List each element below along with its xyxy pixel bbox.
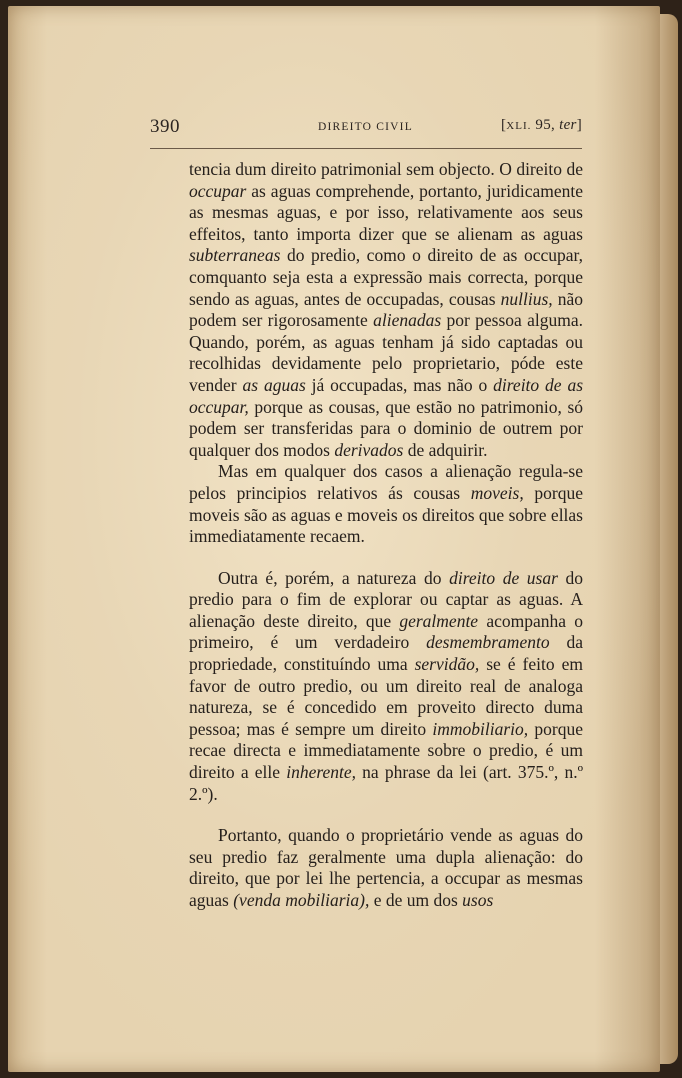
text-run: de adquirir.	[403, 439, 488, 460]
paragraph	[189, 825, 583, 911]
text-run: Mas em qualquer dos casos a alienação regula-se pelos principios relativos ás cousas	[189, 461, 583, 503]
italic-text-run: moveis,	[470, 482, 524, 503]
section-ref-roman: XLI.	[506, 120, 532, 132]
italic-text-run: nullius,	[500, 288, 553, 309]
text-run: as aguas comprehende, portanto, juridicamente as mesmas aguas, e por isso, relativamente aos seus effeitos, tanto importa dizer que se alienam as aguas	[189, 180, 583, 244]
section-ref-suffix: ter	[559, 117, 577, 133]
text-run: não podem ser rigorosamente	[189, 288, 583, 331]
text-run: por pessoa alguma. Quando, porém, as aguas tenham já sido captadas ou recolhidas devidamente pelo proprietario, póde este vender	[189, 310, 583, 395]
paragraph	[189, 568, 583, 806]
page-body-text	[189, 159, 583, 912]
italic-text-run: (venda mobiliaria),	[233, 890, 370, 910]
italic-text-run: direito de as occupar,	[189, 374, 584, 417]
text-run: se é feito em favor de outro predio, ou um direito real de analoga natureza, se é concedido em proveito directo duma pessoa; mas é sempre um direito	[189, 654, 583, 739]
italic-text-run: as aguas	[242, 374, 306, 395]
section-ref-number: 95,	[531, 117, 560, 133]
text-run: Portanto, quando o proprietário vende as aguas do seu predio faz geralmente uma dupla alienação: do direito, que por lei lhe pertencia, a occupar as mesmas aguas	[189, 825, 583, 910]
paragraph	[189, 461, 583, 547]
text-run: do predio para o fim de explorar ou captar as aguas. A alienação deste direito, que	[189, 567, 584, 631]
italic-text-run: subterraneas	[189, 245, 281, 266]
italic-text-run: geralmente	[399, 610, 479, 631]
text-run: tencia dum direito patrimonial sem objecto. O direito de	[189, 159, 583, 179]
italic-text-run: desmembramento	[426, 632, 550, 653]
text-run: na phrase da lei (art. 375.º, n.º 2.º).	[189, 762, 583, 804]
text-run: e de um dos	[369, 890, 463, 910]
italic-text-run: alienadas	[373, 310, 442, 331]
italic-text-run: occupar	[189, 180, 247, 201]
section-ref-open: [	[501, 117, 507, 133]
text-run: porque recae directa e immediatamente sobre o predio, é um direito a elle	[189, 718, 583, 783]
header-rule	[150, 148, 582, 149]
italic-text-run: servidão,	[414, 654, 480, 675]
italic-text-run: inherente,	[286, 762, 357, 783]
running-title: DIREITO CIVIL	[318, 121, 413, 133]
italic-text-run: immobiliario,	[432, 718, 529, 739]
text-run: Outra é, porém, a natureza do	[218, 567, 450, 588]
text-run: já occupadas, mas não o	[305, 374, 494, 395]
italic-text-run: usos	[462, 890, 494, 910]
text-run: do predio, como o direito de as occupar, comquanto seja esta a expressão mais correcta, porque sendo as aguas, antes de occupadas, cousas	[189, 245, 583, 309]
page-header	[150, 116, 582, 140]
paragraph	[189, 159, 583, 461]
italic-text-run: derivados	[334, 439, 404, 460]
text-run: porque as cousas, que estão no patrimonio, só podem ser transferidas para o dominio de outrem por qualquer dos modos	[189, 396, 583, 460]
page-number: 390	[150, 116, 180, 137]
italic-text-run: direito de usar	[449, 567, 558, 588]
text-run: acompanha o primeiro, é um verdadeiro	[189, 610, 584, 653]
text-run: da propriedade, constituíndo uma	[189, 632, 583, 675]
section-ref-close: ]	[576, 117, 582, 133]
section-reference	[501, 117, 582, 134]
text-run: porque moveis são as aguas e moveis os direitos que sobre ellas immediatamente recaem.	[189, 482, 583, 547]
